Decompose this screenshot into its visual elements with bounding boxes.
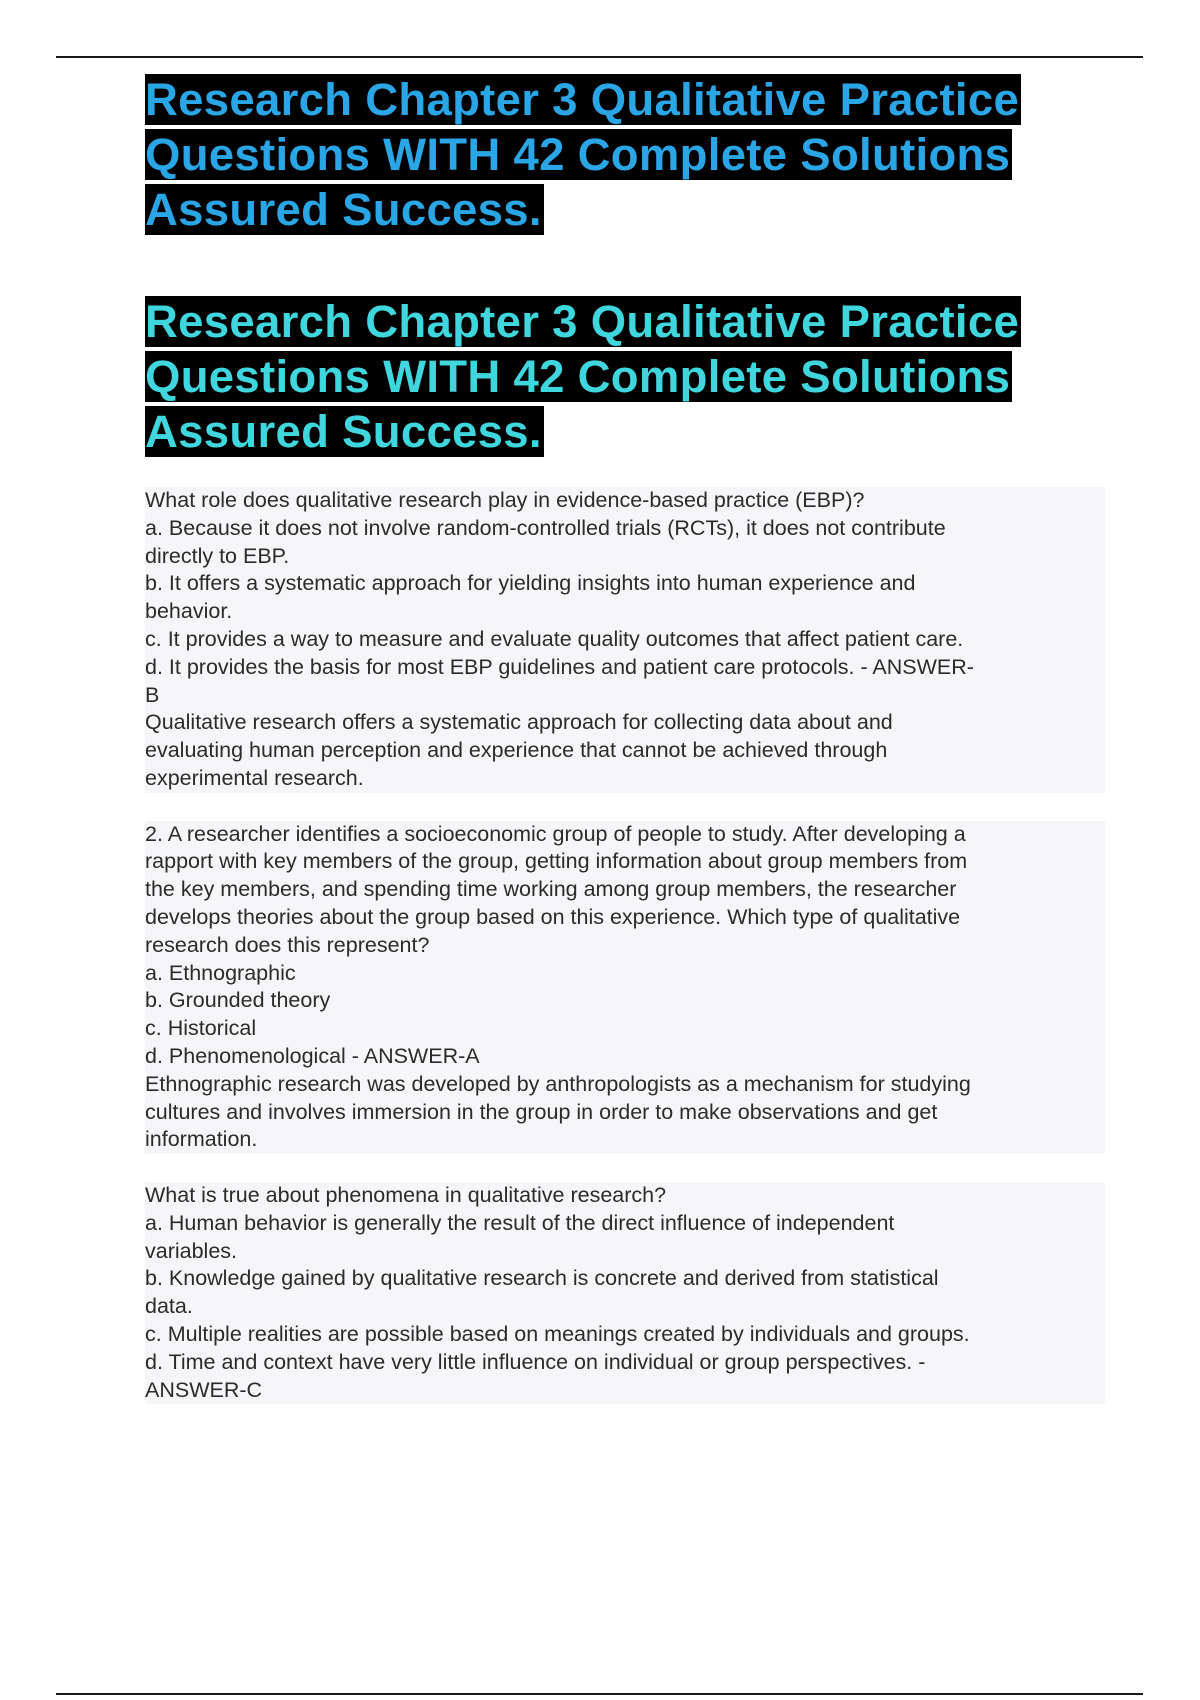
question-text-line: the key members, and spending time working among group members, the researcher [145, 877, 957, 902]
question-text-line: d. Time and context have very little influence on individual or group perspectives. - [145, 1349, 926, 1374]
question-text-line: c. Historical [145, 1016, 257, 1041]
question-text-line: research does this represent? [145, 932, 430, 957]
question-text-line: evaluating human perception and experience that cannot be achieved through [145, 738, 888, 763]
question-block [145, 1182, 1105, 1404]
question-text-line: Ethnographic research was developed by anthropologists as a mechanism for studying [145, 1071, 971, 1096]
question-text-line: behavior. [145, 599, 233, 624]
question-text-line: experimental research. [145, 765, 364, 790]
question-text-line: variables. [145, 1238, 238, 1263]
question-text-line: a. Ethnographic [145, 960, 296, 985]
question-text-line: c. Multiple realities are possible based on meanings created by individuals and groups. [145, 1321, 970, 1346]
document-title-repeat: Research Chapter 3 Qualitative Practice Questions WITH 42 Complete Solutions Assured Success. [145, 296, 1020, 457]
block-spacer [145, 793, 1105, 821]
question-text-line: a. Because it does not involve random-controlled trials (RCTs), it does not contribute [145, 515, 946, 540]
question-text-line: cultures and involves immersion in the group in order to make observations and get [145, 1099, 938, 1124]
question-text-line: c. It provides a way to measure and evaluate quality outcomes that affect patient care. [145, 626, 964, 651]
bottom-rule [56, 1693, 1143, 1695]
question-text-line: a. Human behavior is generally the result of the direct influence of independent [145, 1210, 895, 1235]
question-block [145, 821, 1105, 1155]
question-text-line: b. Grounded theory [145, 988, 331, 1013]
question-list [145, 487, 1105, 1404]
document-title: Research Chapter 3 Qualitative Practice Questions WITH 42 Complete Solutions Assured Success. [145, 74, 1020, 235]
question-text-line: d. Phenomenological - ANSWER-A [145, 1043, 480, 1068]
question-text-line: develops theories about the group based on this experience. Which type of qualitative [145, 904, 961, 929]
question-text-line: Qualitative research offers a systematic approach for collecting data about and [145, 710, 893, 735]
top-rule [56, 56, 1143, 58]
question-block [145, 487, 1105, 793]
question-text-line: rapport with key members of the group, getting information about group members from [145, 849, 968, 874]
question-text-line: b. It offers a systematic approach for yielding insights into human experience and [145, 571, 916, 596]
question-text-line: 2. A researcher identifies a socioeconomic group of people to study. After developing a [145, 821, 966, 846]
question-text-line: data. [145, 1294, 193, 1319]
question-text-line: B [145, 682, 160, 707]
question-text-line: What role does qualitative research play in evidence-based practice (EBP)? [145, 488, 865, 512]
page-content [145, 72, 1105, 1404]
question-text-line: directly to EBP. [145, 543, 290, 568]
question-text-line: ANSWER-C [145, 1377, 263, 1402]
question-text-line: What is true about phenomena in qualitative research? [145, 1182, 667, 1207]
question-text-line: b. Knowledge gained by qualitative research is concrete and derived from statistical [145, 1266, 939, 1291]
question-text-line: d. It provides the basis for most EBP guidelines and patient care protocols. - ANSWER- [145, 654, 974, 679]
question-text-line: information. [145, 1127, 258, 1152]
block-spacer [145, 1154, 1105, 1182]
